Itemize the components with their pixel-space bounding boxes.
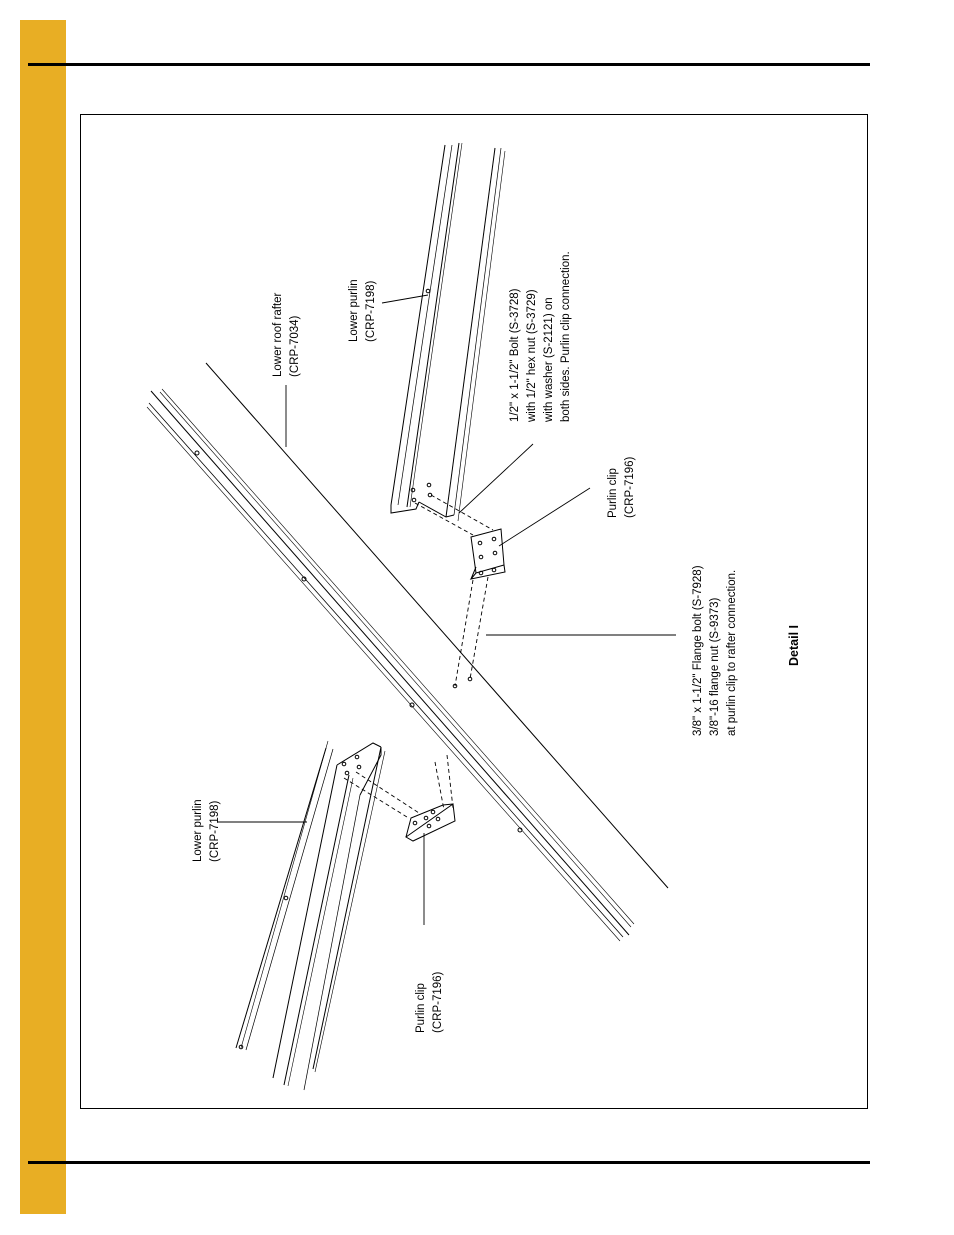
purlin-lower-label: Lower purlin (CRP-7198) (192, 799, 221, 862)
purlin-hole (412, 498, 416, 502)
leader-lines (217, 295, 676, 925)
side-color-bar (20, 20, 66, 1214)
rafter-hole (468, 677, 472, 681)
detail-drawing (81, 115, 869, 1110)
purlin-lower (236, 741, 385, 1090)
footer-rule (28, 1161, 870, 1164)
purlin-clip-upper (471, 529, 505, 579)
purlin-upper (391, 143, 505, 521)
purlin-hole (427, 483, 431, 487)
rafter-label: Lower roof rafter (CRP-7034) (272, 292, 301, 377)
roof-rafter (147, 363, 668, 941)
rafter-hole (195, 451, 199, 455)
purlin-clip-lower-label: Purlin clip (CRP-7196) (415, 971, 444, 1033)
figure-frame (80, 114, 868, 1109)
detail-title: Detail I (787, 625, 801, 666)
purlin-clip-lower (406, 804, 455, 841)
purlin-hole (411, 488, 415, 492)
purlin-clip-upper-label: Purlin clip (CRP-7196) (607, 456, 636, 518)
purlin-upper-label: Lower purlin (CRP-7198) (348, 279, 377, 342)
header-rule (28, 63, 870, 66)
assembly-lines (344, 495, 493, 817)
purlin-hole (426, 289, 430, 293)
flange-bolt-label: 3/8" x 1-1/2" Flange bolt (S-7928) 3/8"-16 flange nut (S-9373) at purlin clip to rafter connection. (692, 565, 738, 736)
half-inch-bolt-label: 1/2" x 1-1/2" Bolt (S-3728) with 1/2" hex nut (S-3729) with washer (S-2121) on both sides. Purlin clip connection. (509, 251, 572, 422)
